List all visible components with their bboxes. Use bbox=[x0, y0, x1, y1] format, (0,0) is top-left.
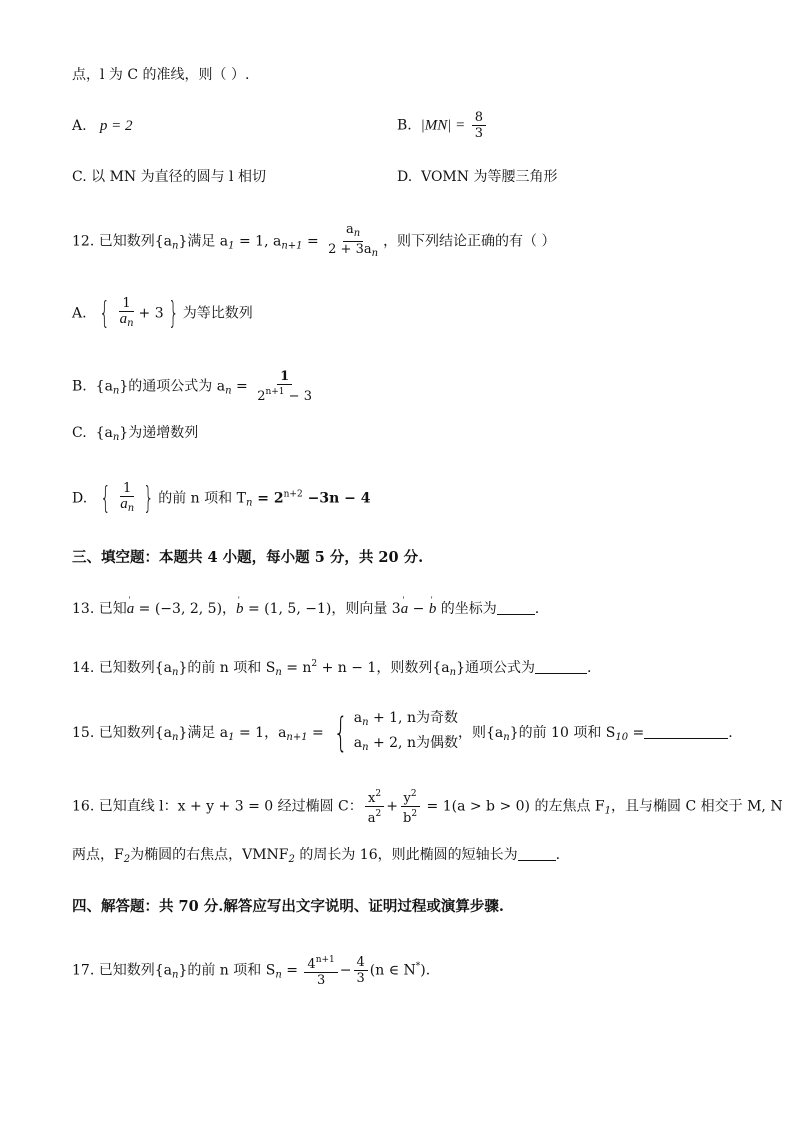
fraction: $\frac{a_n}{2 + 3a_n}$ bbox=[328, 222, 379, 259]
q12-option-c: C. $\{a_n\}$为递增数列 bbox=[72, 425, 199, 443]
q11-option-b: B. |MN| = $\frac{8}{3}$ bbox=[397, 110, 488, 141]
fraction: $\frac{8}{3}$ bbox=[472, 110, 486, 141]
q16-line-1: 16. 已知直线 l：x + y + 3 = 0 经过椭圆 C： $\frac{x^2}{a^2}$ + $\frac{y^2}{b^2}$ = 1(a > b > 0) 的左焦点 $F_1$，且与椭圆 C 相交于 M, N bbox=[72, 789, 783, 826]
section-3-heading: 三、填空题：本题共 4 小题，每小题 5 分，共 20 分. bbox=[72, 549, 424, 566]
fraction: $\frac{1}{2^{n+1} - 3}$ bbox=[257, 369, 312, 404]
q11-option-d: D. VOMN 为等腰三角形 bbox=[397, 169, 558, 185]
q12-option-d: D. { $\frac{1}{a_n}$ } 的前 n 项和 $T_n = 2^{n+2} -3n - 4$ bbox=[72, 480, 371, 516]
fraction: $\frac{x^2}{a^2}$ bbox=[365, 787, 385, 826]
fraction: $\frac{y^2}{b^2}$ bbox=[400, 787, 420, 826]
fraction: $\frac{4^{n+1}}{3}$ bbox=[304, 953, 337, 988]
q12-option-b: B. $\{a_n\}$的通项公式为 $a_n$ = $\frac{1}{2^{n+1} - 3}$ bbox=[72, 369, 317, 404]
fraction: $\frac{4}{3}$ bbox=[354, 955, 368, 986]
q11-option-c: C. 以 MN 为直径的圆与 l 相切 bbox=[72, 169, 266, 185]
q11-stem-tail: 点，l 为 C 的准线，则（ ）. bbox=[72, 67, 250, 83]
q15: 15. 已知数列$\{a_n\}$满足 $a_1 = 1$，$a_{n+1}$ = { $a_n + 1$, n为奇数 $a_n + 2$, n为偶数 ，则$\{a_n\}$的前 10 项和 $S_{10}$ = . bbox=[72, 710, 733, 756]
fraction: $\frac{1}{a_n}$ bbox=[120, 481, 135, 514]
q12-option-a: A. { $\frac{1}{a_n}$ + 3 } 为等比数列 bbox=[72, 295, 253, 331]
fraction: $\frac{1}{a_n}$ bbox=[119, 296, 134, 329]
answer-blank bbox=[497, 600, 535, 615]
q14: 14. 已知数列$\{a_n\}$的前 n 项和 $S_n = n^2 + n - 1$，则数列$\{a_n\}$通项公式为 . bbox=[72, 659, 592, 678]
q11-option-a: A. p = 2 bbox=[72, 118, 133, 134]
section-4-heading: 四、解答题：共 70 分.解答应写出文字说明、证明过程或演算步骤. bbox=[72, 898, 504, 915]
answer-blank bbox=[518, 846, 556, 861]
q16-line-2: 两点，$F_2$为椭圆的右焦点，$VMNF_2$ 的周长为 16，则此椭圆的短轴长为 . bbox=[72, 847, 561, 865]
q12-stem: 12. 已知数列$\{a_n\}$满足 $a_1 = 1$, $a_{n+1}$ = $\frac{a_n}{2 + 3a_n}$ ，则下列结论正确的有（ ） bbox=[72, 222, 556, 259]
q13: 13. 已知' a = (−3, 2, 5)，' b = (1, 5, −1)，则向量 3' a − ' b 的坐标为 . bbox=[72, 600, 539, 618]
q17: 17. 已知数列$\{a_n\}$的前 n 项和 $S_n$ = $\frac{4^{n+1}}{3}$ − $\frac{4}{3}$ (n ∈ N*). bbox=[72, 955, 431, 988]
piecewise-cases: $a_n + 1$, n为奇数 $a_n + 2$, n为偶数 bbox=[353, 710, 458, 753]
answer-blank bbox=[535, 659, 587, 674]
answer-blank bbox=[644, 724, 728, 739]
